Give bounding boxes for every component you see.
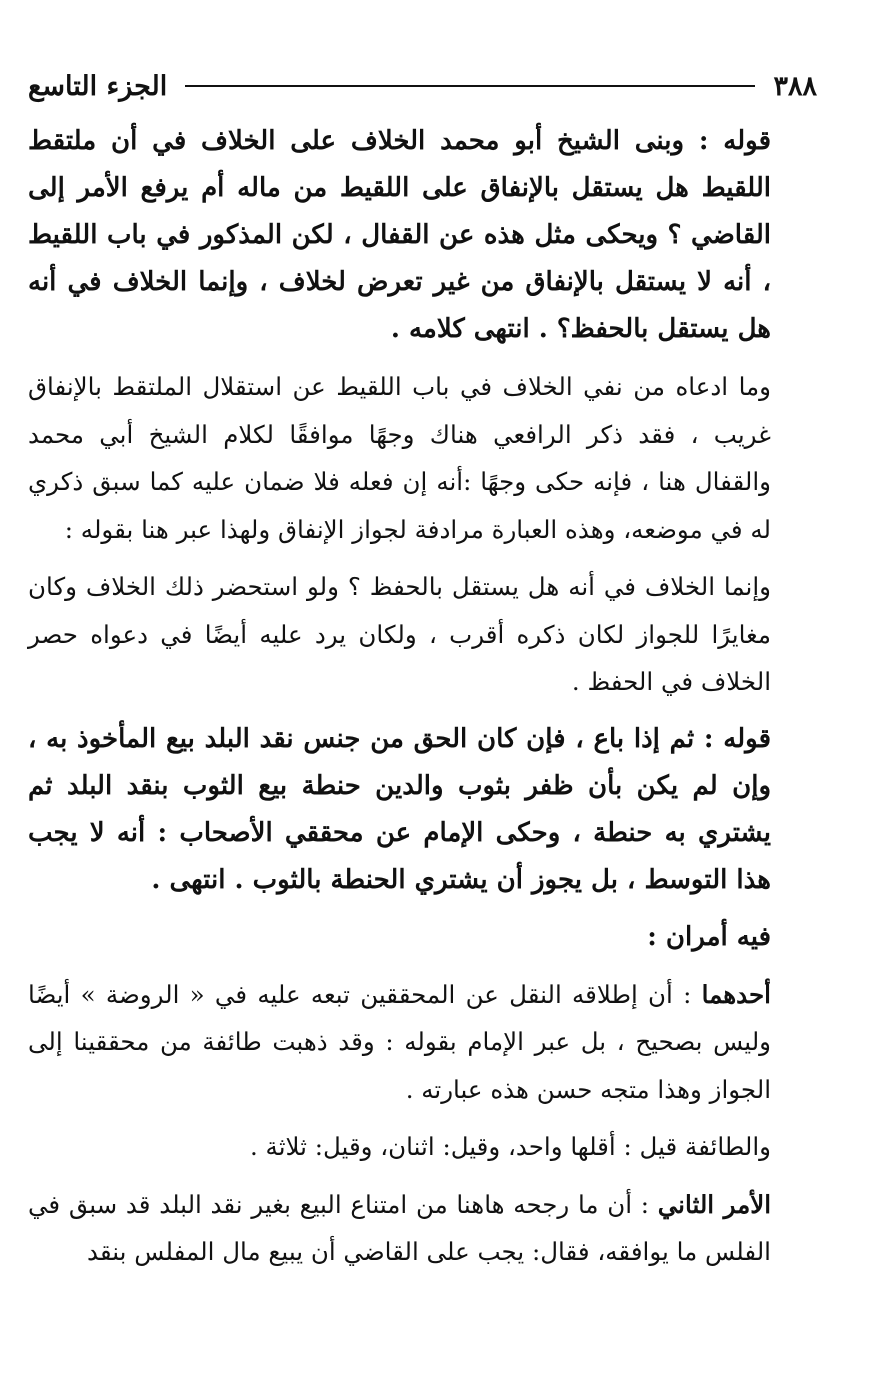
body-paragraph-4: والطائفة قيل : أقلها واحد، وقيل: اثنان، وقيل: ثلاثة . (249, 1132, 771, 1161)
running-header (28, 60, 817, 112)
body-paragraph-2: وإنما الخلاف في أنه هل يستقل بالحفظ ؟ ولو استحضر ذلك الخلاف وكان مغايرًا للجواز لكان ذكره أقرب ، ولكان يرد عليه أيضًا في دعواه حصر الخلاف في الحفظ . (28, 572, 771, 696)
running-title: الجزء التاسع (28, 70, 168, 102)
paragraph-lead-second: الأمر الثاني (657, 1189, 771, 1219)
paragraph-lead-first: أحدهما (701, 979, 771, 1009)
body-paragraph-3 (28, 971, 817, 1114)
header-rule (185, 85, 755, 87)
paragraph-text: : أن ما رجحه هاهنا من امتناع البيع بغير نقد البلد قد سبق في الفلس ما يوافقه، فقال: يجب على القاضي أن يبيع مال المفلس بنقد (28, 1189, 771, 1266)
body-paragraph-1: وما ادعاه من نفي الخلاف في باب اللقيط عن استقلال الملتقط بالإنفاق غريب ، فقد ذكر الرافعي هناك وجهًا موافقًا لكلام الشيخ أبي محمد والقفال هنا ، فإنه حكى وجهًا :أنه إن فعله فلا ضمان عليه كما سبق ذكري له في موضعه، وهذه العبارة مرادفة لجواز الإنفاق ولهذا عبر هنا بقوله : (28, 372, 771, 544)
quote-paragraph-1: قوله : وبنى الشيخ أبو محمد الخلاف على الخلاف في أن ملتقط اللقيط هل يستقل بالإنفاق على اللقيط من ماله أم يرفع الأمر إلى القاضي ؟ ويحكى مثل هذه عن القفال ، لكن المذكور في باب اللقيط ، أنه لا يستقل بالإنفاق من غير تعرض لخلاف ، وإنما الخلاف في أنه هل يستقل بالحفظ؟ . انتهى كلامه . (28, 126, 771, 344)
paragraph-text: : أن إطلاقه النقل عن المحققين تبعه عليه في « الروضة » أيضًا وليس بصحيح ، بل عبر الإمام بقوله : وقد ذهبت طائفة من محققينا إلى الجواز وهذا متجه حسن هذه عبارته . (28, 979, 771, 1104)
body-paragraph-5 (28, 1181, 817, 1276)
section-heading: فيه أمران : (647, 921, 771, 952)
quote-paragraph-2: قوله : ثم إذا باع ، فإن كان الحق من جنس نقد البلد بيع المأخوذ به ، وإن لم يكن بأن ظفر بثوب والدين حنطة بيع الثوب بنقد البلد ثم يشتري به حنطة ، وحكى الإمام عن محققي الأصحاب : أنه لا يجب هذا التوسط ، بل يجوز أن يشتري الحنطة بالثوب . انتهى . (28, 723, 771, 895)
page-number: ٣٨٨ (773, 70, 817, 102)
